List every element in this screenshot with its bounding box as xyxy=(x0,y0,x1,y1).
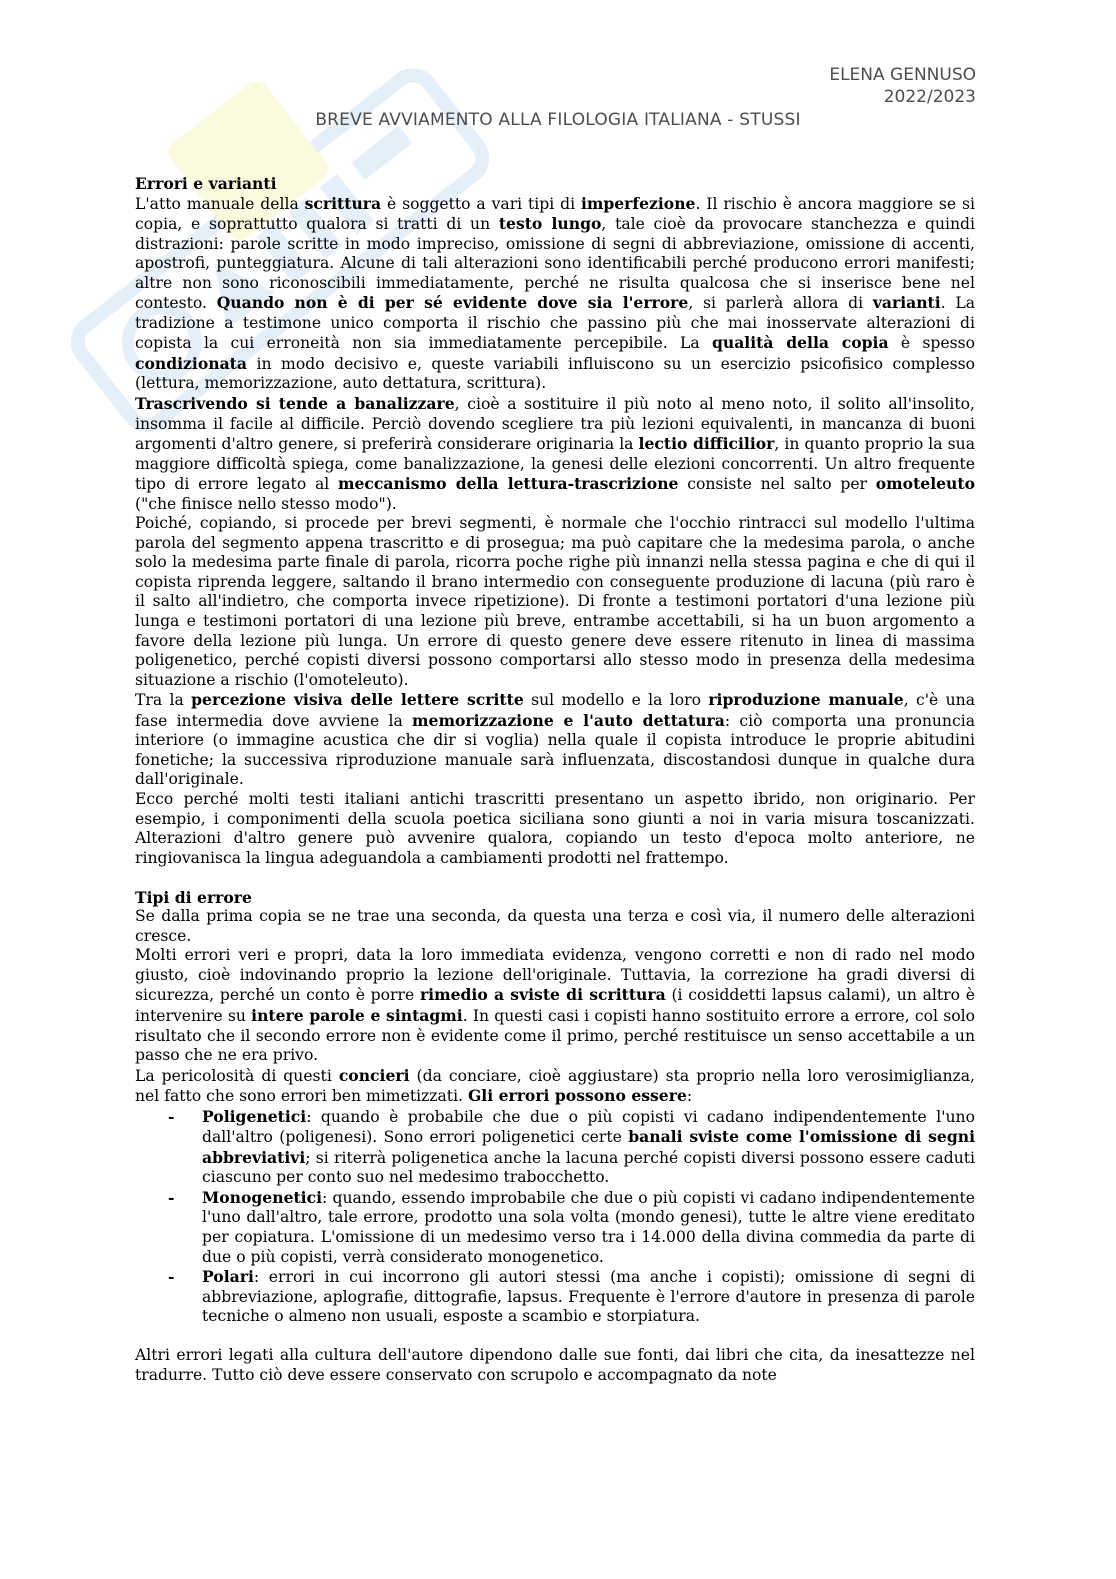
text-run: : ciò comporta una pronuncia interiore (o immagine acustica che dir si voglia) nella quale il copista introduce le proprie abitudini fonetiche; la successiva riproduzione manuale sarà influenzata, discostandosi dunque in qualche dura dall'originale. xyxy=(135,711,975,789)
text-run: ; si riterrà poligenetica anche la lacuna perché copisti diversi possono essere caduti ciascuno per conto suo nel medesimo trabocchetto. xyxy=(202,1148,975,1187)
list-item xyxy=(135,1267,975,1327)
bold-term: percezione visiva delle lettere scritte xyxy=(191,690,524,710)
bold-term: banali sviste come l'omissione di segni abbreviativi xyxy=(202,1127,976,1167)
text-run: Tra la xyxy=(135,691,192,710)
bold-term: Gli errori possono essere xyxy=(467,1086,687,1106)
text-run: Ecco perché molti testi italiani antichi trascritti presentano un aspetto ibrido, non originario. Per esempio, i componimenti della scuola poetica siciliana sono giunti a noi in varia misura toscanizzati. Alterazioni d'altro genere può avvenire qualora, copiando un testo d'epoca molto anteriore, ne ringiovanisca la lingua adeguandola a cambiamenti prodotti nel frattempo. xyxy=(135,789,975,867)
text-run: : quando, essendo improbabile che due o più copisti vi cadano indipendentemente l'uno dall'altro, tale errore, prodotto una sola volta (mondo genesi), tutte le altre viene ereditato per copiatura. L'omissione di un medesimo verso tra i 14.000 della divina commedia da parte di due o più copisti, verrà considerato monogenetico. xyxy=(202,1188,975,1266)
bold-term: Poligenetici xyxy=(202,1106,307,1126)
text-run: La pericolosità di questi xyxy=(135,1066,339,1085)
bold-term: memorizzazione e l'auto dettatura xyxy=(412,710,725,730)
bold-term: imperfezione xyxy=(580,193,696,213)
list-bullet: - xyxy=(168,1106,175,1126)
paragraph xyxy=(135,1346,975,1385)
bold-term: condizionata xyxy=(135,353,247,373)
paragraph xyxy=(135,1066,975,1107)
paragraph xyxy=(135,790,975,868)
bold-term: scrittura xyxy=(304,193,382,213)
bold-term: Polari xyxy=(202,1267,254,1287)
academic-year: 2022/2023 xyxy=(883,87,976,107)
text-run: sul modello e la loro xyxy=(523,691,709,710)
bold-term: rimedio a sviste di scrittura xyxy=(419,985,666,1005)
text-run: in modo decisivo e, queste variabili influiscono su un esercizio psicofisico complesso (lettura, memorizzazione, auto dettatura, scrittura). xyxy=(135,354,975,393)
text-run: , c'è una fase intermedia dove avviene la xyxy=(135,691,975,730)
list-bullet: - xyxy=(168,1187,175,1207)
text-run: , in quanto proprio la sua maggiore difficoltà spiega, come banalizzazione, la genesi delle elezioni concorrenti. Un altro frequente tipo di errore legato al xyxy=(135,435,975,494)
bold-term: intere parole e sintagmi xyxy=(251,1005,463,1025)
bold-term: Quando non è di per sé evidente dove sia l'errore xyxy=(216,293,689,313)
text-run: : xyxy=(686,1087,693,1106)
error-types-list xyxy=(135,1107,975,1327)
text-run: Se dalla prima copia se ne trae una seconda, da questa una terza e così via, il numero delle alterazioni cresce. xyxy=(135,907,975,945)
list-item xyxy=(135,1188,975,1267)
list-item-text xyxy=(202,1108,975,1187)
text-run: , cioè a sostituire il più noto al meno noto, il solito all'insolito, insomma il facile al difficile. Perciò dovendo scegliere tra più lezioni equivalenti, in mancanza di buoni argomenti d'altro genere, si preferirà considerare originaria la xyxy=(135,395,975,454)
bold-term: Trascrivendo si tende a banalizzare xyxy=(135,394,455,414)
text-run: : errori in cui incorrono gli autori stessi (ma anche i copisti); omissione di segni di abbreviazione, aplografie, dittografie, lapsus. Frequente è l'errore d'autore in presenza di parole tecniche o almeno non usuali, esposte a scambio e storpiatura. xyxy=(202,1268,975,1326)
bold-term: omoteleuto xyxy=(875,474,975,494)
spacer xyxy=(135,1327,975,1347)
document-body xyxy=(135,174,975,1385)
list-item-text xyxy=(202,1189,975,1266)
bold-term: testo lungo xyxy=(498,214,602,234)
document-header-meta xyxy=(829,64,976,108)
bold-term: qualità della copia xyxy=(711,333,889,353)
paragraph xyxy=(135,907,975,946)
paragraph xyxy=(135,690,975,790)
text-run: (da conciare, cioè aggiustare) sta proprio nella loro verosimiglianza, nel fatto che sono errori ben mimetizzati. xyxy=(135,1066,975,1106)
paragraph xyxy=(135,194,975,394)
document-title: BREVE AVVIAMENTO ALLA FILOLOGIA ITALIANA - STUSSI xyxy=(315,110,801,130)
list-item-text xyxy=(202,1268,975,1325)
bold-term: riproduzione manuale xyxy=(708,690,904,710)
section-title-errori-varianti: Errori e varianti xyxy=(135,174,277,193)
text-run: ("che finisce nello stesso modo"). xyxy=(135,494,397,513)
text-run: , si parlerà allora di xyxy=(688,294,873,313)
bold-term: meccanismo della lettura-trascrizione xyxy=(338,474,679,494)
section-title-tipi-errore: Tipi di errore xyxy=(135,887,252,907)
text-run: . Il rischio è ancora maggiore se si copia, e soprattutto qualora si tratti di un xyxy=(135,194,975,234)
text-run: Altri errori legati alla cultura dell'autore dipendono dalle sue fonti, dai libri che cita, da inesattezze nel tradurre. Tutto ciò deve essere conservato con scrupolo e accompagnato da note xyxy=(135,1346,975,1384)
bold-term: varianti xyxy=(872,293,941,313)
text-run: è spesso xyxy=(888,334,975,353)
list-bullet: - xyxy=(168,1267,175,1287)
paragraph xyxy=(135,394,975,514)
list-item xyxy=(135,1107,975,1188)
paragraph xyxy=(135,946,975,1065)
text-run: (i cosiddetti lapsus calami), un altro è intervenire su xyxy=(135,986,975,1025)
bold-term: lectio difficilior xyxy=(638,434,775,454)
text-run: consiste nel salto per xyxy=(678,475,876,494)
text-run: Poiché, copiando, si procede per brevi segmenti, è normale che l'occhio rintracci sul modello l'ultima parola del segmento appena trascritto e di prosegua; ma può capitare che la medesima parola, o anche solo la medesima parte finale di parola, ricorra poche righe più innanzi nella stessa pagina e che di qui il copista riprenda leggere, saltando il brano intermedio con conseguente produzione di lacuna (più raro è il salto all'indietro, che comporta invece ripetizione). Di fronte a testimoni portatori d'una lezione più lunga e testimoni portatori di una lezione più breve, entrambe accettabili, si ha un buon argomento a favore della lezione più lunga. Un errore di questo genere deve essere ritenuto in linea di massima poligenetico, perché copisti diversi possono comportarsi allo stesso modo in presenza della medesima situazione a rischio (l'omoteleuto). xyxy=(135,514,975,689)
text-run: . In questi casi i copisti hanno sostituito errore a errore, col solo risultato che il secondo errore non è evidente come il primo, perché restituisce un senso accettabile a un passo che ne era privo. xyxy=(135,1006,975,1065)
text-run: , tale cioè da provocare stanchezza e quindi distrazioni: parole scritte in modo impreciso, omissione di segni di abbreviazione, omissione di accenti, apostrofi, punteggiatura. Alcune di tali alterazioni sono identificabili perché producono errori manifesti; altre non sono riconoscibili immediatamente, perché ne risulta qualcosa che si inserisce bene nel contesto. xyxy=(135,215,975,313)
bold-term: Monogenetici xyxy=(202,1187,323,1207)
paragraph xyxy=(135,514,975,690)
text-run: L'atto manuale della xyxy=(135,194,305,213)
bold-term: concieri xyxy=(338,1065,410,1085)
spacer xyxy=(135,868,975,888)
text-run: Molti errori veri e propri, data la loro immediata evidenza, vengono corretti e non di rado nel modo giusto, cioè indovinando proprio la lezione dell'originale. Tuttavia, la correzione ha gradi diversi di sicurezza, perché un conto è porre xyxy=(135,946,975,1005)
text-run: . La tradizione a testimone unico comporta il rischio che passino più che mai inosservate alterazioni di copista la cui erroneità non sia immediatamente percepibile. La xyxy=(135,294,975,353)
text-run: è soggetto a vari tipi di xyxy=(381,194,581,213)
author-name: ELENA GENNUSO xyxy=(829,65,976,85)
text-run: : quando è probabile che due o più copisti vi cadano indipendentemente l'uno dall'altro (poligenesi). Sono errori poligenetici certe xyxy=(202,1107,975,1147)
